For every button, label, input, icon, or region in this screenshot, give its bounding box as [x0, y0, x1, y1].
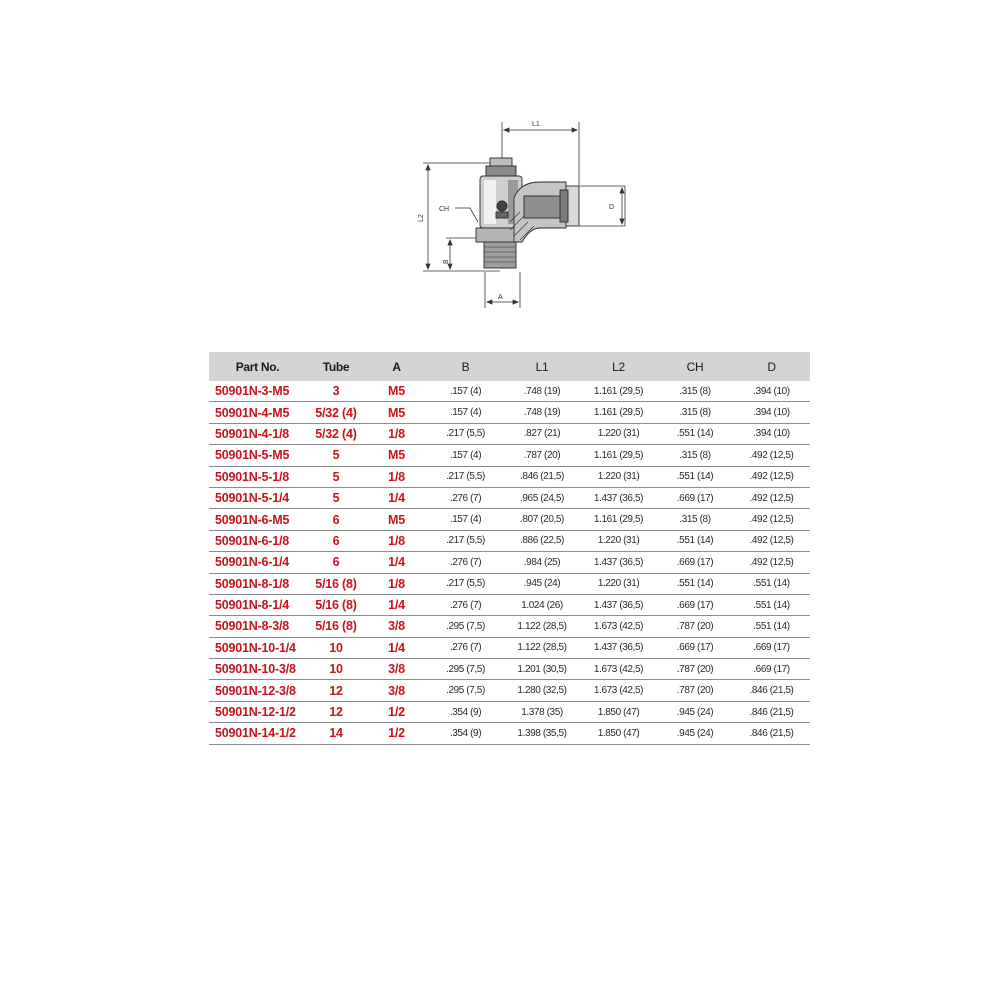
cell-part-no: 50901N-8-1/4	[209, 594, 306, 615]
table-row	[209, 381, 810, 402]
cell-b: .217 (5,5)	[427, 530, 504, 551]
table-row	[209, 659, 810, 680]
cell-tube: 5/32 (4)	[306, 423, 366, 444]
cell-part-no: 50901N-4-M5	[209, 402, 306, 423]
label-a: A	[498, 294, 503, 301]
cell-a: 3/8	[366, 680, 427, 701]
label-ch: CH	[439, 206, 450, 213]
cell-d: .492 (12,5)	[733, 487, 810, 508]
cell-tube: 3	[306, 381, 366, 402]
cell-b: .217 (5,5)	[427, 573, 504, 594]
cell-tube: 6	[306, 552, 366, 573]
label-l2: L2	[418, 214, 425, 222]
cell-a: M5	[366, 445, 427, 466]
cell-ch: .315 (8)	[657, 381, 733, 402]
cell-ch: .315 (8)	[657, 509, 733, 530]
cell-l1: .807 (20,5)	[504, 509, 580, 530]
table-header-row	[209, 352, 810, 381]
cell-b: .354 (9)	[427, 701, 504, 722]
cell-ch: .551 (14)	[657, 466, 733, 487]
cell-tube: 5	[306, 487, 366, 508]
cell-l1: 1.280 (32,5)	[504, 680, 580, 701]
cell-l1: 1.122 (28,5)	[504, 616, 580, 637]
cell-d: .669 (17)	[733, 659, 810, 680]
header-a: A	[366, 352, 427, 381]
cell-b: .354 (9)	[427, 723, 504, 744]
cell-l1: 1.122 (28,5)	[504, 637, 580, 658]
header-l1: L1	[504, 352, 580, 381]
cell-b: .157 (4)	[427, 402, 504, 423]
cell-l2: 1.437 (36,5)	[580, 552, 657, 573]
cell-d: .846 (21,5)	[733, 701, 810, 722]
cell-b: .157 (4)	[427, 381, 504, 402]
cell-b: .217 (5,5)	[427, 423, 504, 444]
table-row	[209, 637, 810, 658]
header-b: B	[427, 352, 504, 381]
cell-tube: 5	[306, 466, 366, 487]
cell-ch: .945 (24)	[657, 723, 733, 744]
cell-ch: .551 (14)	[657, 530, 733, 551]
cell-ch: .551 (14)	[657, 423, 733, 444]
cell-part-no: 50901N-8-3/8	[209, 616, 306, 637]
cell-part-no: 50901N-3-M5	[209, 381, 306, 402]
table-row	[209, 723, 810, 744]
cell-l2: 1.161 (29,5)	[580, 381, 657, 402]
cell-d: .394 (10)	[733, 423, 810, 444]
cell-b: .276 (7)	[427, 594, 504, 615]
cell-d: .492 (12,5)	[733, 445, 810, 466]
fitting-technical-drawing	[405, 112, 645, 312]
cell-a: 1/2	[366, 701, 427, 722]
cell-l1: .748 (19)	[504, 402, 580, 423]
table-row	[209, 423, 810, 444]
cell-part-no: 50901N-6-M5	[209, 509, 306, 530]
cell-l2: 1.220 (31)	[580, 530, 657, 551]
cell-part-no: 50901N-12-3/8	[209, 680, 306, 701]
cell-l1: 1.201 (30,5)	[504, 659, 580, 680]
cell-ch: .315 (8)	[657, 402, 733, 423]
cell-l2: 1.673 (42,5)	[580, 616, 657, 637]
cell-ch: .315 (8)	[657, 445, 733, 466]
cell-d: .394 (10)	[733, 402, 810, 423]
header-part-no: Part No.	[209, 352, 306, 381]
cell-ch: .945 (24)	[657, 701, 733, 722]
cell-a: 1/8	[366, 423, 427, 444]
cell-b: .295 (7,5)	[427, 616, 504, 637]
cell-part-no: 50901N-5-1/8	[209, 466, 306, 487]
cell-tube: 6	[306, 509, 366, 530]
cell-part-no: 50901N-5-M5	[209, 445, 306, 466]
cell-l2: 1.220 (31)	[580, 466, 657, 487]
cell-l2: 1.437 (36,5)	[580, 487, 657, 508]
cell-d: .492 (12,5)	[733, 530, 810, 551]
cell-l1: 1.378 (35)	[504, 701, 580, 722]
cell-l1: 1.398 (35,5)	[504, 723, 580, 744]
cell-d: .551 (14)	[733, 594, 810, 615]
cell-l1: .984 (25)	[504, 552, 580, 573]
cell-d: .394 (10)	[733, 381, 810, 402]
label-b: B	[443, 259, 450, 264]
cell-tube: 14	[306, 723, 366, 744]
cell-l2: 1.220 (31)	[580, 423, 657, 444]
cell-part-no: 50901N-10-3/8	[209, 659, 306, 680]
cell-d: .492 (12,5)	[733, 552, 810, 573]
cell-l2: 1.437 (36,5)	[580, 594, 657, 615]
cell-part-no: 50901N-6-1/8	[209, 530, 306, 551]
cell-d: .492 (12,5)	[733, 509, 810, 530]
cell-a: 1/8	[366, 466, 427, 487]
table-row	[209, 530, 810, 551]
cell-a: 1/8	[366, 573, 427, 594]
header-l2: L2	[580, 352, 657, 381]
table-row	[209, 616, 810, 637]
table-row	[209, 680, 810, 701]
table-row	[209, 487, 810, 508]
cell-a: 1/2	[366, 723, 427, 744]
label-l1: L1	[532, 121, 540, 128]
cell-d: .846 (21,5)	[733, 680, 810, 701]
cell-b: .157 (4)	[427, 509, 504, 530]
cell-ch: .669 (17)	[657, 552, 733, 573]
cell-l2: 1.673 (42,5)	[580, 659, 657, 680]
cell-a: 1/4	[366, 637, 427, 658]
header-d: D	[733, 352, 810, 381]
cell-ch: .787 (20)	[657, 680, 733, 701]
cell-l2: 1.161 (29,5)	[580, 402, 657, 423]
table-body	[209, 381, 810, 744]
cell-a: M5	[366, 402, 427, 423]
cell-a: M5	[366, 509, 427, 530]
cell-l1: .748 (19)	[504, 381, 580, 402]
cell-ch: .669 (17)	[657, 637, 733, 658]
cell-d: .551 (14)	[733, 573, 810, 594]
cell-tube: 5/16 (8)	[306, 594, 366, 615]
cell-part-no: 50901N-4-1/8	[209, 423, 306, 444]
cell-a: 3/8	[366, 616, 427, 637]
cell-part-no: 50901N-8-1/8	[209, 573, 306, 594]
cell-a: 1/4	[366, 594, 427, 615]
cell-b: .276 (7)	[427, 637, 504, 658]
cell-b: .276 (7)	[427, 487, 504, 508]
cell-tube: 10	[306, 659, 366, 680]
cell-l1: .965 (24,5)	[504, 487, 580, 508]
cell-l1: .787 (20)	[504, 445, 580, 466]
header-tube: Tube	[306, 352, 366, 381]
cell-tube: 5/16 (8)	[306, 573, 366, 594]
cell-l2: 1.850 (47)	[580, 701, 657, 722]
cell-l2: 1.437 (36,5)	[580, 637, 657, 658]
cell-part-no: 50901N-6-1/4	[209, 552, 306, 573]
spec-table	[209, 352, 810, 745]
cell-a: 1/4	[366, 552, 427, 573]
header-ch: CH	[657, 352, 733, 381]
table-row	[209, 466, 810, 487]
cell-b: .295 (7,5)	[427, 659, 504, 680]
cell-ch: .787 (20)	[657, 616, 733, 637]
cell-part-no: 50901N-5-1/4	[209, 487, 306, 508]
cell-tube: 10	[306, 637, 366, 658]
cell-l1: 1.024 (26)	[504, 594, 580, 615]
table-row	[209, 445, 810, 466]
cell-l2: 1.161 (29,5)	[580, 509, 657, 530]
cell-part-no: 50901N-12-1/2	[209, 701, 306, 722]
cell-ch: .669 (17)	[657, 594, 733, 615]
cell-b: .276 (7)	[427, 552, 504, 573]
cell-l1: .886 (22,5)	[504, 530, 580, 551]
cell-l2: 1.673 (42,5)	[580, 680, 657, 701]
table-row	[209, 552, 810, 573]
table-row	[209, 402, 810, 423]
table-row	[209, 701, 810, 722]
cell-b: .295 (7,5)	[427, 680, 504, 701]
cell-a: 3/8	[366, 659, 427, 680]
cell-l2: 1.850 (47)	[580, 723, 657, 744]
cell-tube: 12	[306, 701, 366, 722]
cell-a: M5	[366, 381, 427, 402]
cell-ch: .787 (20)	[657, 659, 733, 680]
cell-d: .846 (21,5)	[733, 723, 810, 744]
cell-tube: 6	[306, 530, 366, 551]
cell-l1: .846 (21,5)	[504, 466, 580, 487]
cell-tube: 5/16 (8)	[306, 616, 366, 637]
cell-part-no: 50901N-14-1/2	[209, 723, 306, 744]
table-row	[209, 573, 810, 594]
cell-l2: 1.220 (31)	[580, 573, 657, 594]
table-row	[209, 509, 810, 530]
cell-part-no: 50901N-10-1/4	[209, 637, 306, 658]
cell-a: 1/4	[366, 487, 427, 508]
cell-ch: .551 (14)	[657, 573, 733, 594]
cell-d: .669 (17)	[733, 637, 810, 658]
cell-a: 1/8	[366, 530, 427, 551]
cell-l1: .827 (21)	[504, 423, 580, 444]
cell-tube: 12	[306, 680, 366, 701]
cell-tube: 5/32 (4)	[306, 402, 366, 423]
cell-b: .157 (4)	[427, 445, 504, 466]
cell-b: .217 (5,5)	[427, 466, 504, 487]
label-d: D	[609, 204, 615, 211]
cell-d: .551 (14)	[733, 616, 810, 637]
cell-d: .492 (12,5)	[733, 466, 810, 487]
table-row	[209, 594, 810, 615]
cell-l2: 1.161 (29,5)	[580, 445, 657, 466]
cell-tube: 5	[306, 445, 366, 466]
cell-ch: .669 (17)	[657, 487, 733, 508]
cell-l1: .945 (24)	[504, 573, 580, 594]
